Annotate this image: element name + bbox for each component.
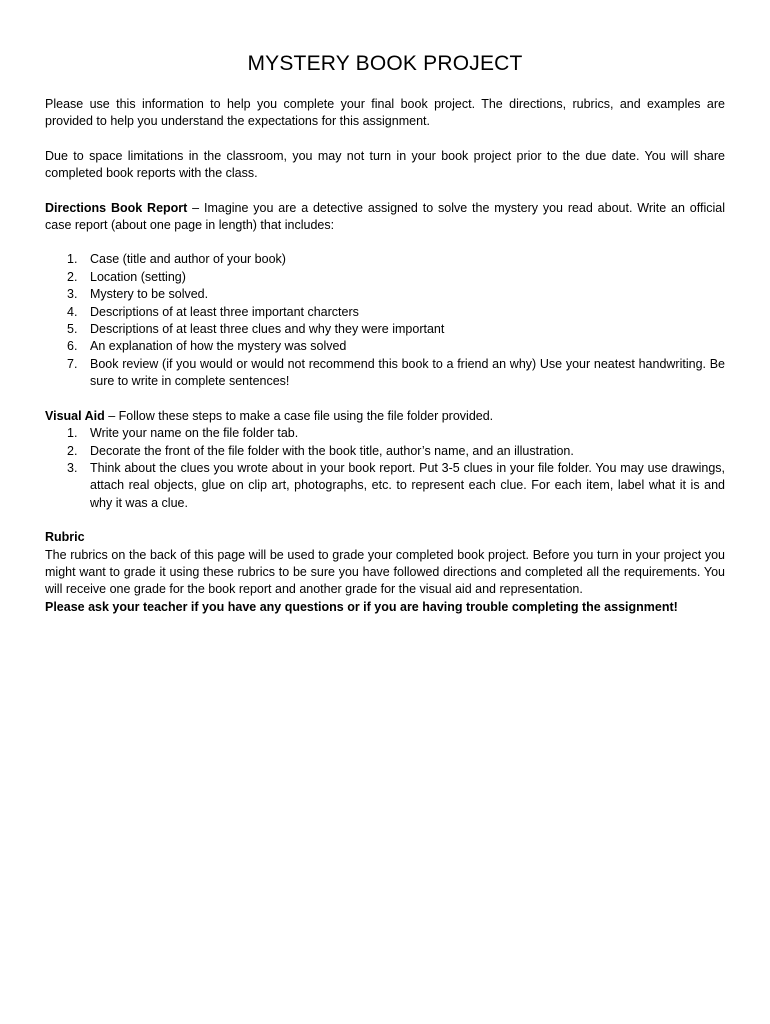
list-item-text: Descriptions of at least three important charcters (90, 304, 359, 319)
list-item (45, 251, 725, 268)
list-number: 3. (67, 287, 78, 302)
list-number: 1. (67, 426, 78, 441)
list-item-text: Write your name on the file folder tab. (90, 426, 299, 441)
list-number: 4. (67, 304, 78, 319)
list-item (45, 269, 725, 286)
list-item (45, 304, 725, 321)
visual-aid-paragraph (45, 408, 725, 425)
list-number: 6. (67, 339, 78, 354)
list-number: 2. (67, 443, 78, 458)
list-item-text: Book review (if you would or would not recommend this book to a friend an why) Use your neatest handwriting. Be sure to write in complete sentences! (90, 356, 725, 389)
intro-paragraph-1: Please use this information to help you complete your final book project. The directions, rubrics, and examples are provided to help you understand the expectations for this assignment. (45, 97, 725, 129)
rubric-heading: Rubric (45, 530, 85, 545)
list-item (45, 286, 725, 303)
visual-aid-list (45, 425, 725, 512)
list-item-text: Descriptions of at least three clues and why they were important (90, 322, 445, 337)
list-item (45, 338, 725, 355)
list-number: 5. (67, 322, 78, 337)
visual-aid-text: – Follow these steps to make a case file using the file folder provided. (104, 408, 494, 423)
list-item (45, 460, 725, 512)
list-number: 1. (67, 252, 78, 267)
list-number: 3. (67, 460, 78, 475)
list-item-text: Case (title and author of your book) (90, 252, 286, 267)
directions-paragraph (45, 200, 725, 235)
list-item-text: Decorate the front of the file folder with the book title, author’s name, and an illustration. (90, 443, 574, 458)
list-number: 7. (67, 356, 78, 371)
list-item (45, 425, 725, 442)
intro-paragraph-2: Due to space limitations in the classroom, you may not turn in your book project prior to the due date. You will share completed book reports with the class. (45, 148, 725, 181)
list-item-text: An explanation of how the mystery was solved (90, 339, 347, 354)
rubric-closing: Please ask your teacher if you have any questions or if you are having trouble completing the assignment! (45, 599, 678, 614)
list-item (45, 356, 725, 391)
directions-text: – Imagine you are a detective assigned to solve the mystery you read about. Write an official case report (about one page in length) that includes: (45, 200, 725, 233)
list-item-text: Location (setting) (90, 269, 186, 284)
list-item (45, 443, 725, 460)
directions-list (45, 251, 725, 390)
visual-aid-heading: Visual Aid (45, 408, 105, 423)
document-page (45, 50, 725, 633)
list-item (45, 321, 725, 338)
page-title: MYSTERY BOOK PROJECT (247, 52, 523, 75)
list-number: 2. (67, 269, 78, 284)
list-item-text: Mystery to be solved. (90, 287, 209, 302)
rubric-text: The rubrics on the back of this page will be used to grade your completed book project. Before you turn in your project you might want to grade it using these rubrics to be sure you have followed directions and completed all the requirements. You will receive one grade for the book report and another grade for the visual aid and representation. (45, 547, 725, 597)
directions-heading: Directions Book Report (45, 200, 188, 215)
list-item-text: Think about the clues you wrote about in your book report. Put 3-5 clues in your file folder. You may use drawings, attach real objects, glue on clip art, photographs, etc. to represent each clue. For each item, label what it is and why it was a clue. (90, 460, 725, 510)
